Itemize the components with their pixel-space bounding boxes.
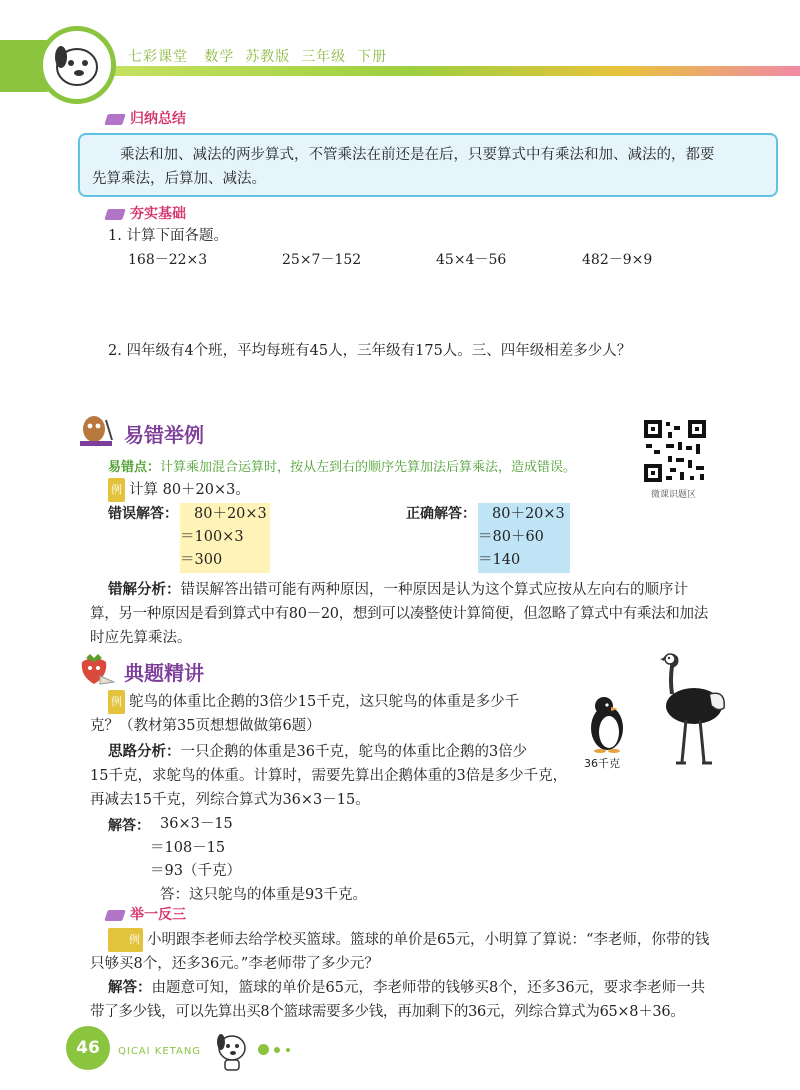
typical-q-line-1: 鸵鸟的体重比企鹅的3倍少15千克，这只鸵鸟的体重是多少千: [129, 694, 520, 710]
typical-q-line-2: 克？（教材第35页想想做做第6题）: [90, 718, 321, 734]
summary-box: [78, 133, 778, 197]
think-label: 思路分析：: [108, 744, 181, 760]
summary-title: 归纳总结: [130, 111, 186, 127]
extend-q-line-2: 只够买8个，还多36元。”李老师带了多少元？: [90, 956, 379, 972]
mistake-point-text: 计算乘加混合运算时，按从左到右的顺序先算加法后算乘法，造成错误。: [160, 460, 577, 475]
analysis-label: 错解分析：: [108, 582, 181, 598]
header-title: [128, 46, 387, 66]
think-line-2: 15千克，求鸵鸟的体重。计算时，需要先算出企鹅体重的3倍是多少千克，: [90, 768, 568, 784]
dog-mascot-icon: [210, 1028, 254, 1072]
penguin-weight: 36千克: [584, 757, 620, 770]
mistake-point-label: 易错点：: [108, 460, 161, 475]
typical-answer-label: 解答：: [108, 818, 150, 834]
calc-item-1: 168－22×3: [128, 252, 208, 268]
footer-mascot: [210, 1028, 254, 1072]
typical-title: 典题精讲: [124, 661, 204, 685]
wrong-label: 错误解答：: [108, 506, 178, 522]
summary-line-2: 先算乘法，后算加、减法。: [92, 171, 266, 187]
page-number: 46: [66, 1026, 110, 1070]
analysis-line-2: 算，另一种原因是看到算式中有80－20，想到可以凑整使计算简便，但忽略了算式中有乘法和加法: [90, 606, 708, 622]
extend-heading: [106, 904, 186, 924]
header-bar: [92, 66, 800, 76]
wrong-line-1: 80＋20×3: [194, 506, 267, 522]
typical-answer-line-3: ＝93（千克）: [150, 863, 241, 879]
extend-answer-label: 解答：: [108, 980, 152, 996]
strawberry-icon: [76, 652, 116, 686]
extend-answer-line-1: 由题意可知，篮球的单价是65元，李老师带的钱够买8个，还多36元，要求李老师一共: [151, 980, 706, 996]
mistake-analysis: [90, 578, 780, 650]
penguin-illustration: [582, 694, 632, 754]
calc-item-2: 25×7－152: [282, 252, 362, 268]
calc-item-3: 45×4－56: [436, 252, 507, 268]
eraser-icon: [104, 209, 126, 220]
calc-item-4: 482－9×9: [582, 252, 653, 268]
footer-dot: [258, 1044, 269, 1055]
wrong-work: [180, 503, 267, 572]
mistake-example: [108, 478, 250, 502]
think-line-3: 再减去15千克，列综合算式为36×3－15。: [90, 792, 370, 808]
scholar-icon: [76, 412, 116, 448]
eraser-icon: [104, 114, 126, 125]
header-grade: 三年级: [301, 49, 347, 65]
basics-question-1: 1. 计算下面各题。: [108, 228, 228, 244]
right-label: 正确解答：: [406, 506, 476, 522]
right-work: [478, 503, 565, 572]
qr-code-icon: [642, 418, 708, 484]
typical-thinking: [90, 740, 580, 812]
summary-line-1: 乘法和加、减法的两步算式，不管乘法在前还是在后，只要算式中有乘法和加、减法的，都要: [120, 147, 715, 163]
extend-answer-line-2: 带了多少钱，可以先算出买8个篮球需要多少钱，再加剩下的36元，列综合算式为65×8＋36。: [90, 1004, 685, 1020]
typical-answer-line-1: 36×3－15: [160, 816, 233, 832]
header-subject: 数学: [204, 49, 235, 65]
qr-caption: 微课识题区: [651, 490, 697, 500]
think-line-1: 一只企鹅的体重是36千克，鸵鸟的体重比企鹅的3倍少: [180, 744, 528, 760]
example-tag: 例: [108, 928, 143, 952]
example-tag: 例: [108, 690, 125, 714]
mistake-title: 易错举例: [124, 423, 204, 447]
typical-answer: [150, 813, 367, 907]
mistake-point: [108, 456, 576, 480]
summary-heading: [106, 108, 186, 128]
mascot-badge: [38, 26, 116, 104]
eraser-icon: [104, 910, 126, 921]
right-line-2: ＝80＋60: [478, 529, 544, 545]
penguin-icon: [582, 694, 632, 754]
extend-question: [90, 928, 780, 976]
right-line-3: ＝140: [478, 552, 521, 568]
header-series: 七彩课堂: [128, 49, 188, 65]
basics-question-2: 2. 四年级有4个班，平均每班有45人，三年级有175人。三、四年级相差多少人？: [108, 343, 632, 359]
footer-dot: [286, 1048, 290, 1052]
dog-mascot-icon: [43, 31, 111, 99]
ostrich-icon: [650, 650, 730, 768]
basics-title: 夯实基础: [130, 206, 186, 222]
header-volume: 下册: [357, 49, 388, 65]
typical-section-icon: [76, 652, 116, 686]
wrong-line-3: ＝300: [180, 552, 223, 568]
extend-q-line-1: 小明跟李老师去给学校买篮球。篮球的单价是65元，小明算了算说：“李老师，你带的钱: [147, 932, 710, 948]
extend-title: 举一反三: [130, 907, 186, 923]
ostrich-illustration: [650, 650, 730, 768]
basics-heading: [106, 203, 186, 223]
footer-dot: [274, 1047, 280, 1053]
qr-code[interactable]: [642, 418, 708, 484]
mistake-section-icon: [76, 412, 116, 448]
example-tag: 例: [108, 478, 125, 502]
wrong-line-2: ＝100×3: [180, 529, 244, 545]
right-line-1: 80＋20×3: [492, 506, 565, 522]
analysis-line-3: 时应先算乘法。: [90, 630, 192, 646]
typical-answer-line-2: ＝108－15: [150, 839, 226, 856]
analysis-line-1: 错误解答出错可能有两种原因，一种原因是认为这个算式应按从左向右的顺序计: [180, 582, 688, 598]
typical-question: [90, 690, 578, 738]
footer-brand: QICAI KETANG: [118, 1046, 202, 1057]
header-edition: 苏教版: [245, 49, 291, 65]
extend-answer: [90, 976, 780, 1024]
typical-answer-line-4: 答：这只鸵鸟的体重是93千克。: [160, 886, 367, 903]
mistake-example-text: 计算 80＋20×3。: [129, 482, 250, 498]
